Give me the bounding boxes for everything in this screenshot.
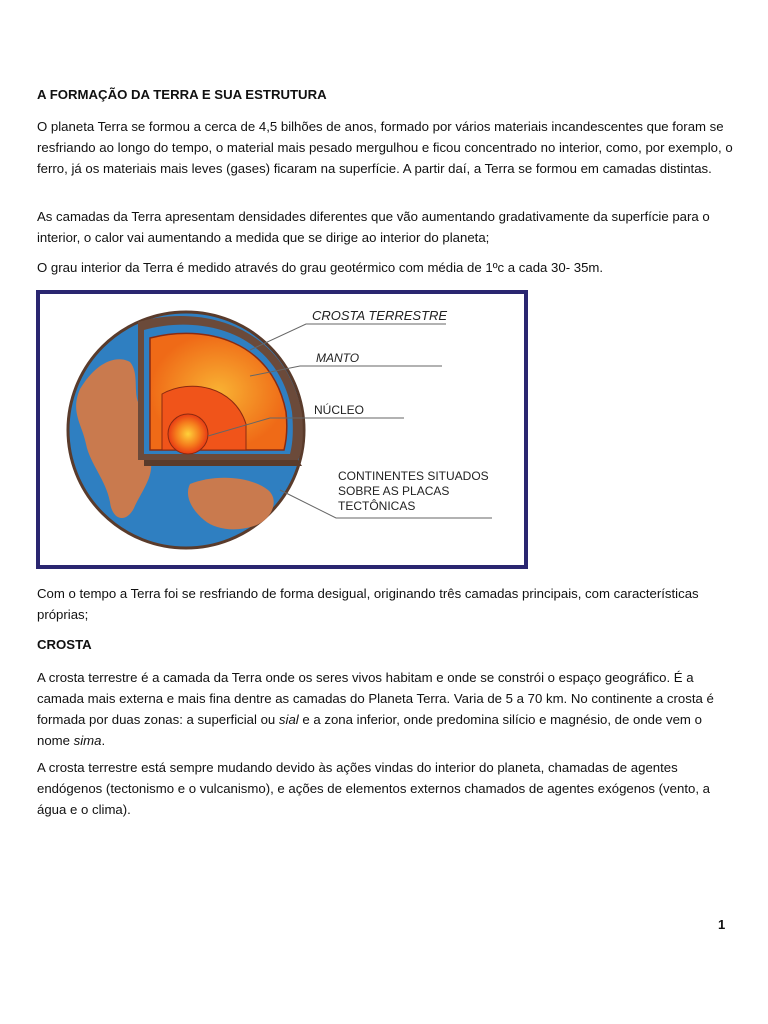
crust-paragraph — [37, 667, 737, 751]
term-sima: sima — [73, 733, 102, 748]
earth-diagram — [40, 294, 524, 565]
geothermal-paragraph: O grau interior da Terra é medido através do grau geotérmico com média de 1ºc a cada 30- 35m. — [37, 260, 604, 275]
label-nucleo: NÚCLEO — [314, 403, 365, 417]
agents-paragraph: A crosta terrestre está sempre mudando devido às ações vindas do interior do planeta, chamadas de agentes endógenos (tectonismo e o vulcanismo), e ações de elementos externos chamados de agentes exógenos (vento, a água e o clima). — [37, 760, 710, 817]
cooling-paragraph: Com o tempo a Terra foi se resfriando de forma desigual, originando três camadas principais, com características próprias; — [37, 586, 699, 622]
inner-core — [168, 414, 208, 454]
label-continentes-3: TECTÔNICAS — [338, 499, 416, 513]
label-continentes-1: CONTINENTES SITUADOS — [338, 469, 489, 483]
label-manto: MANTO — [316, 351, 360, 365]
label-continentes-2: SOBRE AS PLACAS — [338, 484, 450, 498]
crust-text-1: A crosta terrestre é a camada da Terra onde os seres vivos habitam e onde se constrói o espaço geográfico. É a camada mais externa e mais fina dentre as camadas do Planeta Terra. Varia de 5 a 70 km. No continente a crosta é formada por duas zonas: a superficial ou — [37, 670, 714, 727]
page-title: A FORMAÇÃO DA TERRA E SUA ESTRUTURA — [37, 87, 327, 102]
crust-text-end: . — [101, 733, 106, 748]
section-heading-crosta: CROSTA — [37, 637, 92, 652]
leader-line-crosta — [250, 324, 446, 350]
term-sial: sial — [278, 712, 299, 727]
crust-lower-band — [144, 460, 302, 466]
intro-paragraph: O planeta Terra se formou a cerca de 4,5 bilhões de anos, formado por vários materiais incandescentes que foram se resfriando ao longo do tempo, o material mais pesado mergulhou e ficou concentrado no interior, como, por exemplo, o ferro, já os materiais mais leves (gases) ficaram na superfície. A partir daí, a Terra se formou em camadas distintas. — [37, 119, 733, 176]
layers-paragraph: As camadas da Terra apresentam densidades diferentes que vão aumentando gradativamente da superfície para o interior, o calor vai aumentando a medida que se dirige ao interior do planeta; — [37, 209, 710, 245]
crust-text-2: e a zona inferior, onde predomina silício e magnésio, de onde vem o nome — [37, 712, 702, 748]
earth-structure-figure — [36, 290, 528, 569]
page-number: 1 — [718, 917, 726, 932]
label-crosta: CROSTA TERRESTRE — [312, 308, 448, 323]
